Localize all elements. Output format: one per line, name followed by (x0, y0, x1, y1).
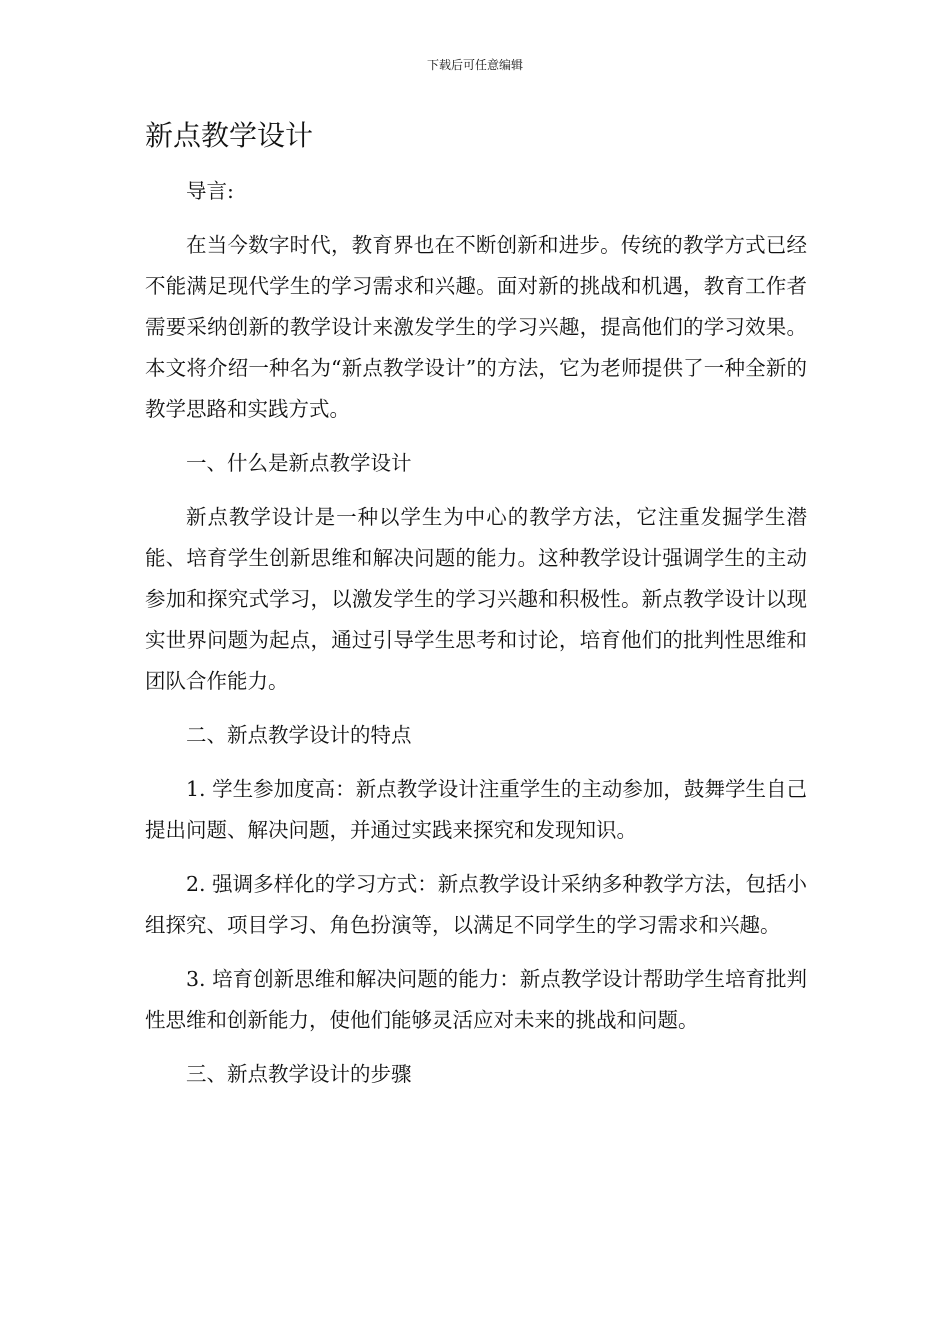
document-title: 新点教学设计 (145, 119, 314, 152)
section-1-heading: 一、什么是新点教学设计 (186, 451, 412, 475)
document-body (145, 114, 807, 1095)
section-2-item-1: 1. 学生参加度高：新点教学设计注重学生的主动参加，鼓舞学生自己提出问题、解决问题，并通过实践来探究和发现知识。 (145, 777, 807, 842)
section-1-paragraph: 新点教学设计是一种以学生为中心的教学方法，它注重发掘学生潜能、培育学生创新思维和解决问题的能力。这种教学设计强调学生的主动参加和探究式学习，以激发学生的学习兴趣和积极性。新点教学设计以现实世界问题为起点，通过引导学生思考和讨论，培育他们的批判性思维和团队合作能力。 (145, 505, 807, 693)
section-2-heading: 二、新点教学设计的特点 (186, 723, 412, 747)
section-2-item-3: 3. 培育创新思维和解决问题的能力：新点教学设计帮助学生培育批判性思维和创新能力，使他们能够灵活应对未来的挑战和问题。 (145, 967, 807, 1032)
section-2-item-2: 2. 强调多样化的学习方式：新点教学设计采纳多种教学方法，包括小组探究、项目学习、角色扮演等，以满足不同学生的学习需求和兴趣。 (145, 872, 807, 937)
intro-label: 导言: (186, 179, 234, 203)
page-header-note: 下载后可任意编辑 (426, 58, 523, 72)
section-3-heading: 三、新点教学设计的步骤 (186, 1062, 412, 1086)
intro-paragraph: 在当今数字时代，教育界也在不断创新和进步。传统的教学方式已经不能满足现代学生的学习需求和兴趣。面对新的挑战和机遇，教育工作者需要采纳创新的教学设计来激发学生的学习兴趣，提高他们的学习效果。本文将介绍一种名为“新点教学设计”的方法，它为老师提供了一种全新的教学思路和实践方式。 (145, 233, 807, 421)
